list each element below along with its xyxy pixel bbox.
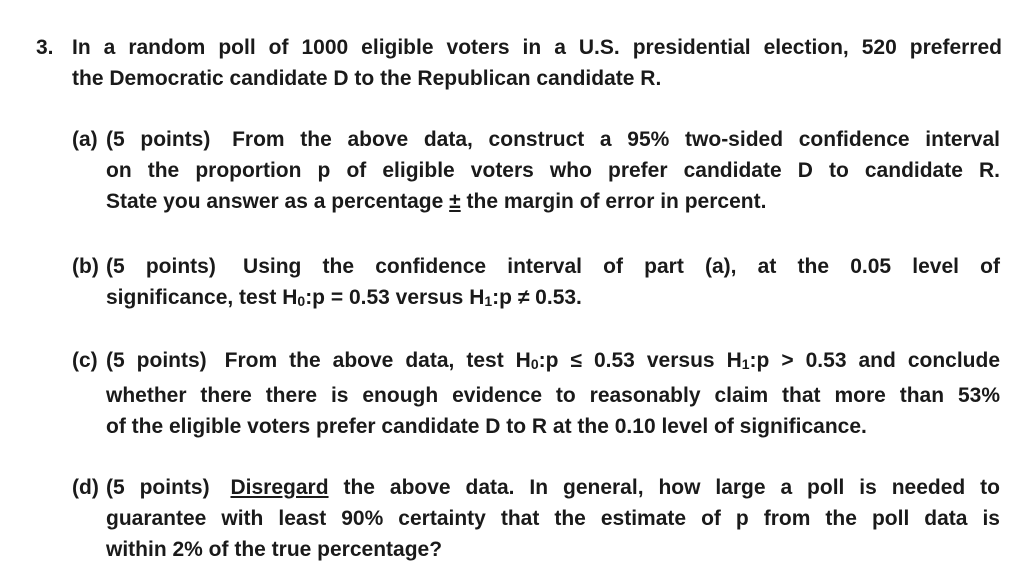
part-b-line-2-pre: significance, test H [106,286,298,309]
part-c-line-2: whether there there is enough evidence to reasonably claim that more than 53% [106,384,1000,407]
part-d-line-1 [106,472,1000,503]
disregard-emphasis: Disregard [230,476,329,499]
h0-subscript: 0 [297,293,306,309]
part-a-line-3-pre: State you answer as a percentage [106,190,444,213]
part-a-text [106,124,1000,217]
part-b-line-2-mid: :p = 0.53 versus H [305,286,485,309]
part-d-line-3: within 2% of the true percentage? [106,538,443,561]
part-d-points: (5 points) [106,476,210,499]
problem-number: 3. [36,36,54,59]
part-c-label: (c) [72,349,98,372]
part-d [72,472,1000,565]
plus-minus-symbol: ± [449,190,461,213]
part-c-points: (5 points) [106,349,207,372]
part-a-line-3 [106,186,1000,217]
part-a-line-2: on the proportion p of eligible voters who prefer candidate D to candidate R. [106,159,1000,182]
part-c-line-3: of the eligible voters prefer candidate D to R at the 0.10 level of significance. [106,415,867,438]
part-d-label: (d) [72,476,99,499]
part-b-line-1 [106,251,1000,282]
part-a-label: (a) [72,128,98,151]
part-a [72,124,1000,217]
h1-subscript: 1 [484,293,493,309]
h1-subscript: 1 [741,356,750,372]
part-b-line-1-text: Using the confidence interval of part (a), at the 0.05 level of [243,255,1000,278]
problem-statement-line-2: the Democratic candidate D to the Republican candidate R. [72,67,662,90]
part-b-text [106,251,1000,317]
part-a-points: (5 points) [106,128,211,151]
part-b-line-2 [106,282,1000,317]
part-b [72,251,1000,317]
part-c-line-1 [106,345,1000,380]
part-c-text [106,345,1000,442]
problem-3 [36,32,1002,94]
part-a-line-1 [106,124,1000,155]
part-d-text [106,472,1000,565]
part-d-line-2: guarantee with least 90% certainty that the estimate of p from the poll data is [106,507,1000,530]
problem-statement-line-1: In a random poll of 1000 eligible voters in a U.S. presidential election, 520 preferred [72,36,1002,59]
part-b-points: (5 points) [106,255,216,278]
part-d-line-1-post: the above data. In general, how large a poll is needed to [343,476,1000,499]
part-c-line-1-mid: :p ≤ 0.53 versus H [538,349,742,372]
part-b-label: (b) [72,255,99,278]
part-a-line-1-text: From the above data, construct a 95% two-sided confidence interval [232,128,1000,151]
part-b-line-2-post: :p ≠ 0.53. [492,286,582,309]
part-c [72,345,1000,442]
part-c-line-1-post: :p > 0.53 and conclude [749,349,1001,372]
problem-statement [72,32,1002,94]
part-a-line-3-post: the margin of error in percent. [466,190,767,213]
part-c-line-1-pre: From the above data, test H [224,349,531,372]
h0-subscript: 0 [530,356,539,372]
